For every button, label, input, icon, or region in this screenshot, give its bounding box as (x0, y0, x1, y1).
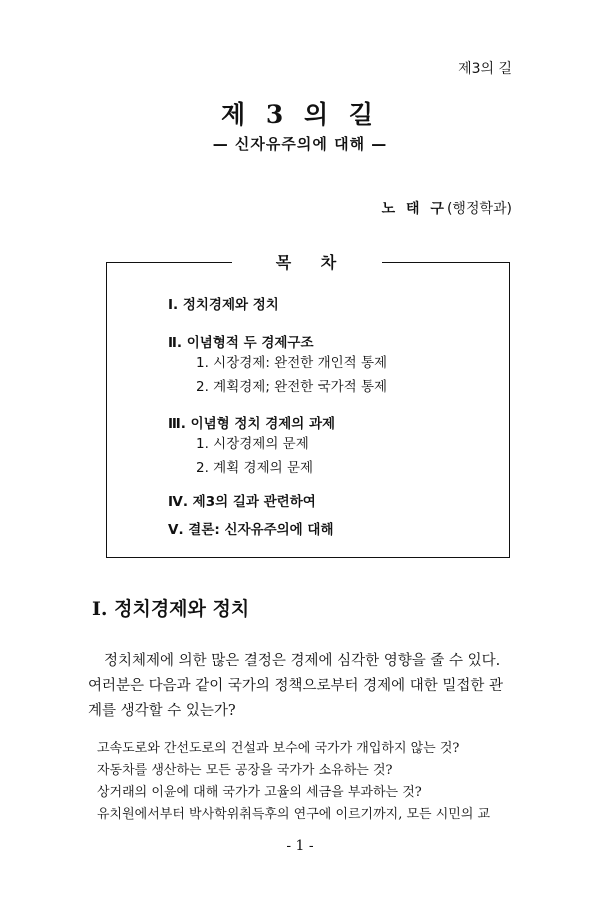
section-heading: Ⅰ. 정치경제와 정치 (92, 598, 250, 620)
author-affiliation: (행정학과) (446, 201, 512, 217)
page-number: - 1 - (286, 838, 314, 854)
document-title: 제 3 의 길 (221, 100, 379, 129)
toc-item: 1. 시장경제의 문제 (196, 436, 309, 452)
table-of-contents-box (106, 262, 510, 558)
toc-heading (232, 250, 382, 273)
question-line: 유치원에서부터 박사학위취득후의 연구에 이르기까지, 모든 시민의 교 (97, 807, 491, 822)
running-header: 제3의 길 (458, 61, 512, 77)
question-line: 자동차를 생산하는 모든 공장을 국가가 소유하는 것? (97, 763, 393, 778)
toc-section-4: Ⅳ. 제3의 길과 관련하여 (168, 494, 316, 510)
question-line: 고속도로와 간선도로의 건설과 보수에 국가가 개입하지 않는 것? (97, 741, 460, 756)
toc-item: 2. 계획경제; 완전한 국가적 통제 (196, 379, 388, 395)
toc-section-5: Ⅴ. 결론: 신자유주의에 대해 (168, 522, 334, 538)
question-line: 상거래의 이윤에 대해 국가가 고율의 세금을 부과하는 것? (97, 785, 422, 800)
toc-heading-word: 차 (320, 253, 339, 272)
document-subtitle: — 신자유주의에 대해 — (212, 135, 388, 153)
toc-heading-word: 목 (275, 253, 294, 272)
toc-section-2: Ⅱ. 이념형적 두 경제구조 (168, 335, 314, 351)
paragraph-line: 정치체제에 의한 많은 결정은 경제에 심각한 영향을 줄 수 있다. (104, 653, 501, 669)
paragraph-line: 계를 생각할 수 있는가? (88, 703, 236, 719)
toc-item: 1. 시장경제: 완전한 개인적 통제 (196, 355, 388, 371)
author-line (382, 198, 512, 218)
author-name: 노 태 구 (381, 201, 447, 217)
toc-section-3: Ⅲ. 이념형 정치 경제의 과제 (168, 416, 336, 432)
paragraph-line: 여러분은 다음과 같이 국가의 정책으로부터 경제에 대한 밀접한 관 (88, 678, 504, 694)
toc-item: 2. 계획 경제의 문제 (196, 460, 314, 476)
toc-section-1: Ⅰ. 정치경제와 정치 (168, 297, 279, 313)
